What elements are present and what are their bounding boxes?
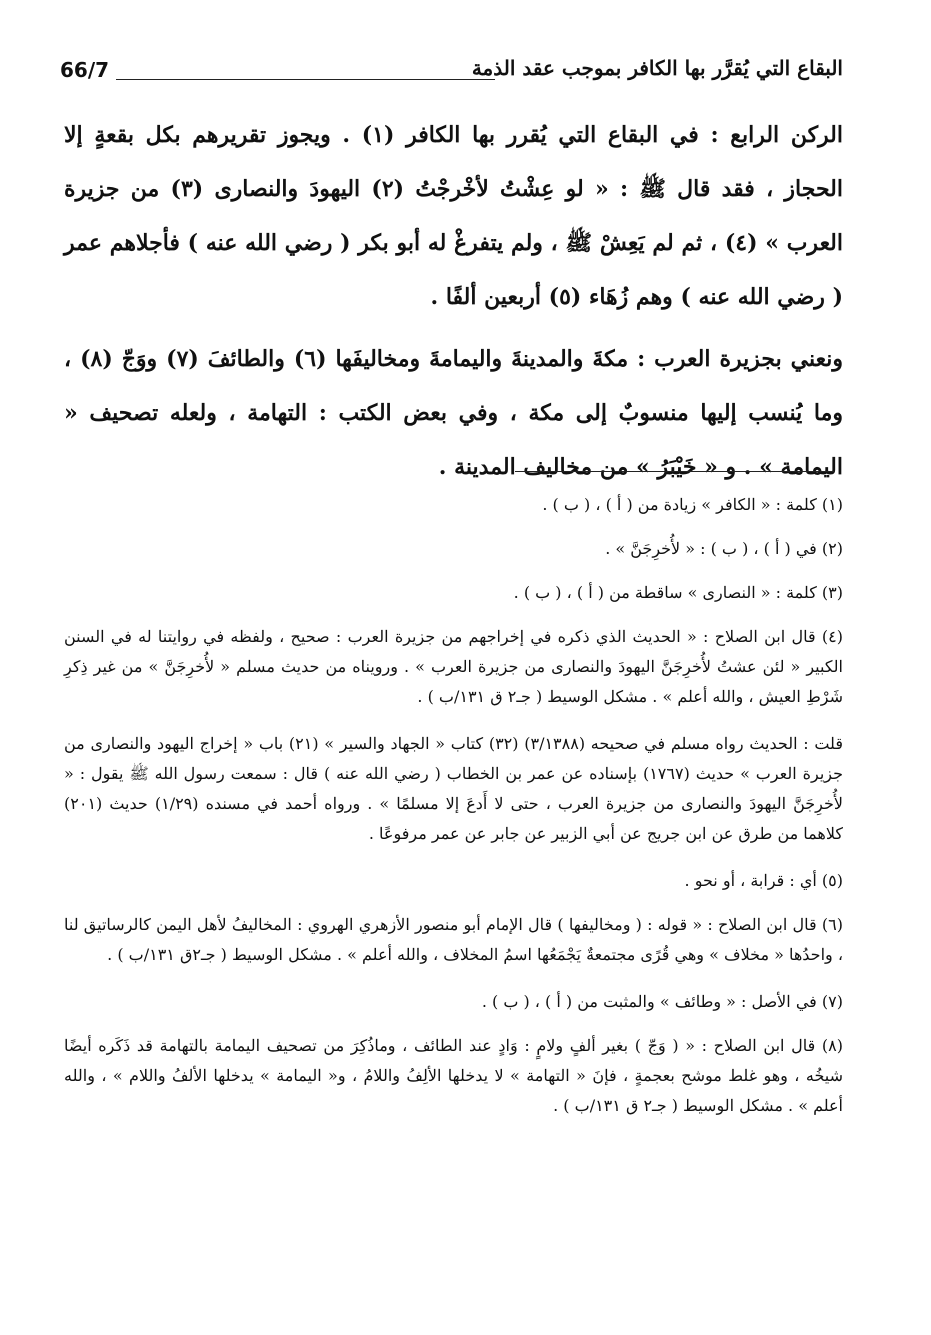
footnote-5: (٥) أي : قرابة ، أو نحو . (684, 871, 843, 890)
footnote-8: (٨) قال ابن الصلاح : « ( وَجّ ) بغير ألفٍ ولامٍ : وَادٍ عند الطائف ، وماذُكِرَ من تصحيف اليمامة بالتهامة قد ذَكَره أيضًا شيخُه ، وهو غلط موشح بعجمةٍ ، فإنَ « التهامة » لا يدخلها الألِفُ واللامُ ، و« اليمامة » يدخلها الألفُ واللام » ، والله أعلم » . مشكل الوسيط ( جـ٢ ق ١٣١/ب ) . (64, 1036, 843, 1115)
main-text (64, 108, 843, 494)
footnote-4-note: قلت : الحديث رواه مسلم في صحيحه (٣/١٣٨٨) (٣٢) كتاب « الجهاد والسير » (٢١) باب « إخراج اليهود والنصارى من جزيرة العرب » حديث (١٧٦٧) بإسناده عن عمر بن الخطاب ( رضي الله عنه ) قال : سمعت رسول الله ﷺ يقول : « لأُخرِجَنَّ اليهودَ والنصارى من جزيرة العرب ، حتى لا أَدعَ إلا مسلمًا » . ورواه أحمد في مسنده (١/٢٩) حديث (٢٠١) كلاهما من طرق عن ابن جريج عن أبي الزبير عن جابر عن عمر مرفوعًا . (64, 734, 844, 843)
footnote-7: (٧) في الأصل : « وطائف » والمثبت من ( أ ) ، ( ب ) . (481, 992, 843, 1011)
paragraph-1-text: في البقاع التي يُقرر بها الكافر (١) . ويجوز تقريرهم بكل بقعةٍ إلا الحجاز ، فقد قال ﷺ : « لو عِشْتُ لأخْرجْتُ (٢) اليهودَ والنصارى (٣) من جزيرة العرب » (٤) ، ثم لم يَعِشْ ﷺ ، ولم يتفرغْ له أبو بكر ( رضي الله عنه ) فأجلاهم عمر ( رضي الله عنه ) وهم زُهَاء (٥) أربعين ألفًا . (64, 122, 843, 310)
paragraph-2: ونعني بجزيرة العرب : مكةَ والمدينةَ واليمامةَ ومخاليفَها (٦) والطائفَ (٧) ووَجّ (٨) ، وما يُنسب إليها منسوبٌ إلى مكة ، وفي بعض الكتب : التهامة ، ولعله تصحيف « اليمامة » . و « خَيْبَرُ » من مخاليف المدينة . (64, 346, 844, 480)
paragraph-1 (64, 108, 843, 324)
footnote-2: (٢) في ( أ ) ، ( ب ) : « لأُخرِجَنَّ » . (605, 539, 843, 558)
page-number: 66/7 (60, 58, 110, 82)
footnote-1: (١) كلمة : « الكافر » زيادة من ( أ ) ، ( ب ) . (542, 495, 843, 514)
footnote-6: (٦) قال ابن الصلاح : « قوله : ( ومخاليفها ) قال الإمام أبو منصور الأزهري الهروي : المخاليفُ لأهل اليمن كالرساتيق لنا ، واحدُها « مخلاف » وهي قُرًى مجتمعةٌ يَجْمَعُها اسمُ المخلاف ، والله أعلم » . مشكل الوسيط ( جـ٢ق ١٣١/ب ) . (64, 915, 843, 964)
footnote-4: (٤) قال ابن الصلاح : « الحديث الذي ذكره في إخراجهم من جزيرة العرب : صحيح ، ولفظه في روايتنا له في السنن الكبير « لئن عشتُ لأُخرِجَنَّ اليهودَ والنصارى من جزيرة العرب » . ورويناه من حديث مسلم « لأُخرِجَنَّ » من غير ذِكرِ شَرْطِ العيش ، والله أعلم » . مشكل الوسيط ( جـ٢ ق ١٣١/ب ) . (64, 627, 843, 706)
footnotes (64, 490, 843, 1138)
footnote-3: (٣) كلمة : « النصارى » ساقطة من ( أ ) ، ( ب ) . (513, 583, 843, 602)
page-header (60, 56, 843, 90)
footnote-separator (515, 471, 835, 472)
header-rule (116, 79, 495, 80)
running-title: البقاع التي يُقرَّر بها الكافر بموجب عقد الذمة (471, 56, 843, 80)
section-heading: الركن الرابع : (710, 122, 844, 148)
